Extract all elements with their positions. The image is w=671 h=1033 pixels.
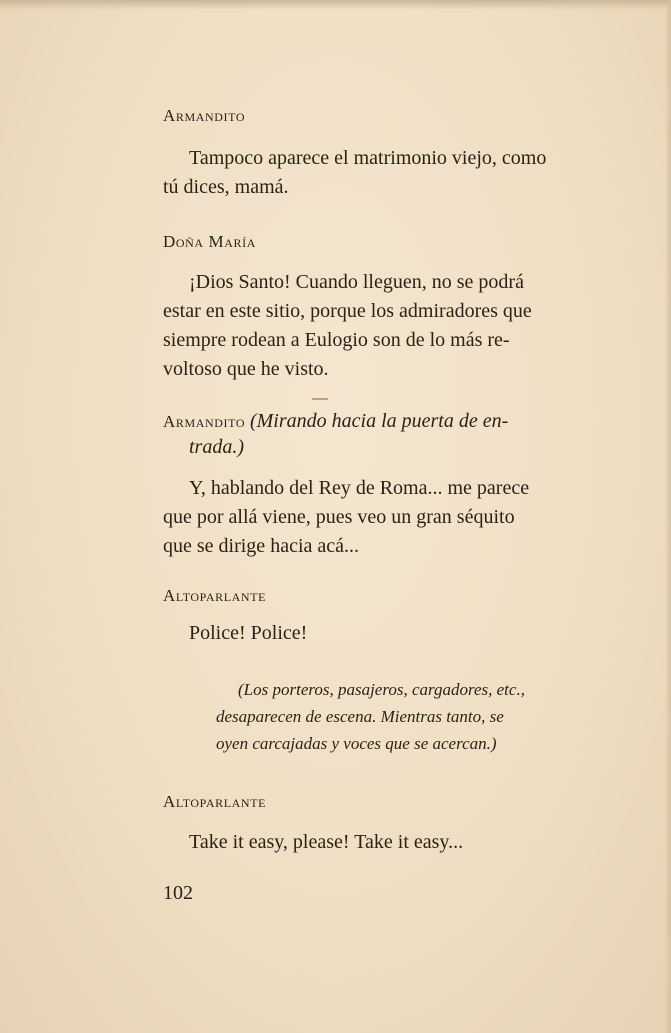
stage-direction-inline: (Mirando hacia la puerta de en- — [249, 410, 509, 432]
stage-line: (Los porteros, pasajeros, cargadores, etc., — [238, 680, 525, 699]
stage-line: desaparecen de escena. Mientras tanto, se — [216, 707, 504, 726]
dialogue-line: que por allá viene, pues veo un gran séquito — [163, 506, 515, 528]
stage-direction — [216, 676, 616, 757]
dialogue-line: ¡Dios Santo! Cuando lleguen, no se podrá — [189, 271, 524, 293]
dialogue-line: estar en este sitio, porque los admiradores que — [163, 300, 532, 322]
dialogue-line: tú dices, mamá. — [163, 176, 289, 198]
dialogue-line: Y, hablando del Rey de Roma... me parece — [189, 477, 530, 499]
dialogue-line: que se dirige hacia acá... — [163, 535, 360, 557]
speaker-armandito-2 — [163, 410, 508, 433]
dialogue-line: siempre rodean a Eulogio son de lo más re- — [163, 329, 510, 351]
page-number: 102 — [163, 882, 193, 904]
speaker-altoparlante-2: Altoparlante — [163, 792, 267, 811]
speaker-armandito: Armandito — [163, 106, 246, 125]
dialogue-altoparlante-1 — [163, 619, 617, 648]
speaker-altoparlante: Altoparlante — [163, 586, 267, 605]
dialogue-dona-maria — [163, 268, 617, 384]
stage-line: oyen carcajadas y voces que se acercan.) — [216, 734, 497, 753]
dialogue-line: voltoso que he visto. — [163, 358, 329, 380]
dialogue-line: Tampoco aparece el matrimonio viejo, como — [189, 147, 547, 169]
speaker-name: Armandito — [163, 412, 246, 431]
dialogue-line: Police! Police! — [189, 622, 308, 644]
page-right-edge — [665, 0, 671, 1033]
dialogue-armandito-2 — [163, 474, 617, 561]
stage-direction-inline-end: trada.) — [189, 436, 244, 458]
separator-mark — [312, 398, 328, 400]
dialogue-altoparlante-2 — [163, 828, 617, 857]
dialogue-line: Take it easy, please! Take it easy... — [189, 831, 464, 853]
page-top-edge — [0, 0, 671, 10]
speaker-dona-maria: Doña María — [163, 232, 256, 251]
dialogue-armandito-1 — [163, 144, 617, 202]
stage-direction-continuation — [189, 436, 244, 459]
